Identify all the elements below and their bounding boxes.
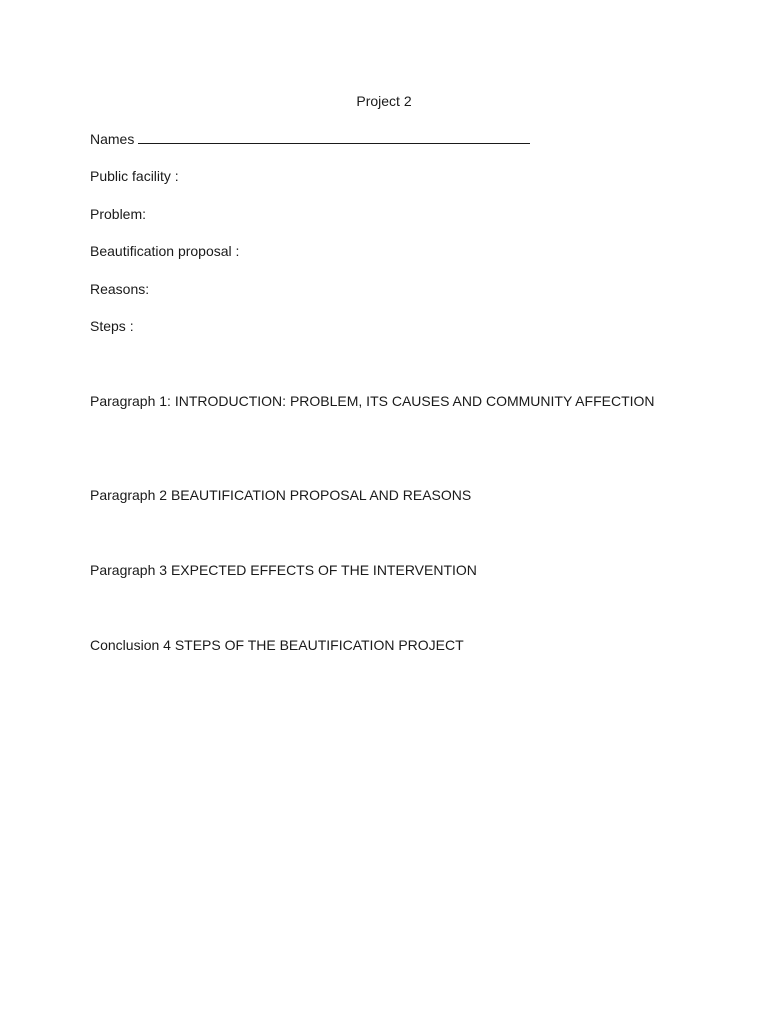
section-paragraph-3: Paragraph 3 EXPECTED EFFECTS OF THE INTERVENTION xyxy=(90,562,477,578)
names-blank-line xyxy=(138,130,530,144)
steps-label: Steps : xyxy=(90,318,134,334)
document-title: Project 2 xyxy=(356,93,412,109)
names-row xyxy=(90,130,530,148)
names-label: Names xyxy=(90,131,135,147)
section-paragraph-1: Paragraph 1: INTRODUCTION: PROBLEM, ITS CAUSES AND COMMUNITY AFFECTION xyxy=(90,393,655,409)
public-facility-label: Public facility : xyxy=(90,168,179,184)
beautification-proposal-label: Beautification proposal : xyxy=(90,243,240,259)
reasons-label: Reasons: xyxy=(90,281,150,297)
problem-label: Problem: xyxy=(90,206,147,222)
section-paragraph-2: Paragraph 2 BEAUTIFICATION PROPOSAL AND REASONS xyxy=(90,487,472,503)
section-conclusion: Conclusion 4 STEPS OF THE BEAUTIFICATION PROJECT xyxy=(90,637,464,653)
